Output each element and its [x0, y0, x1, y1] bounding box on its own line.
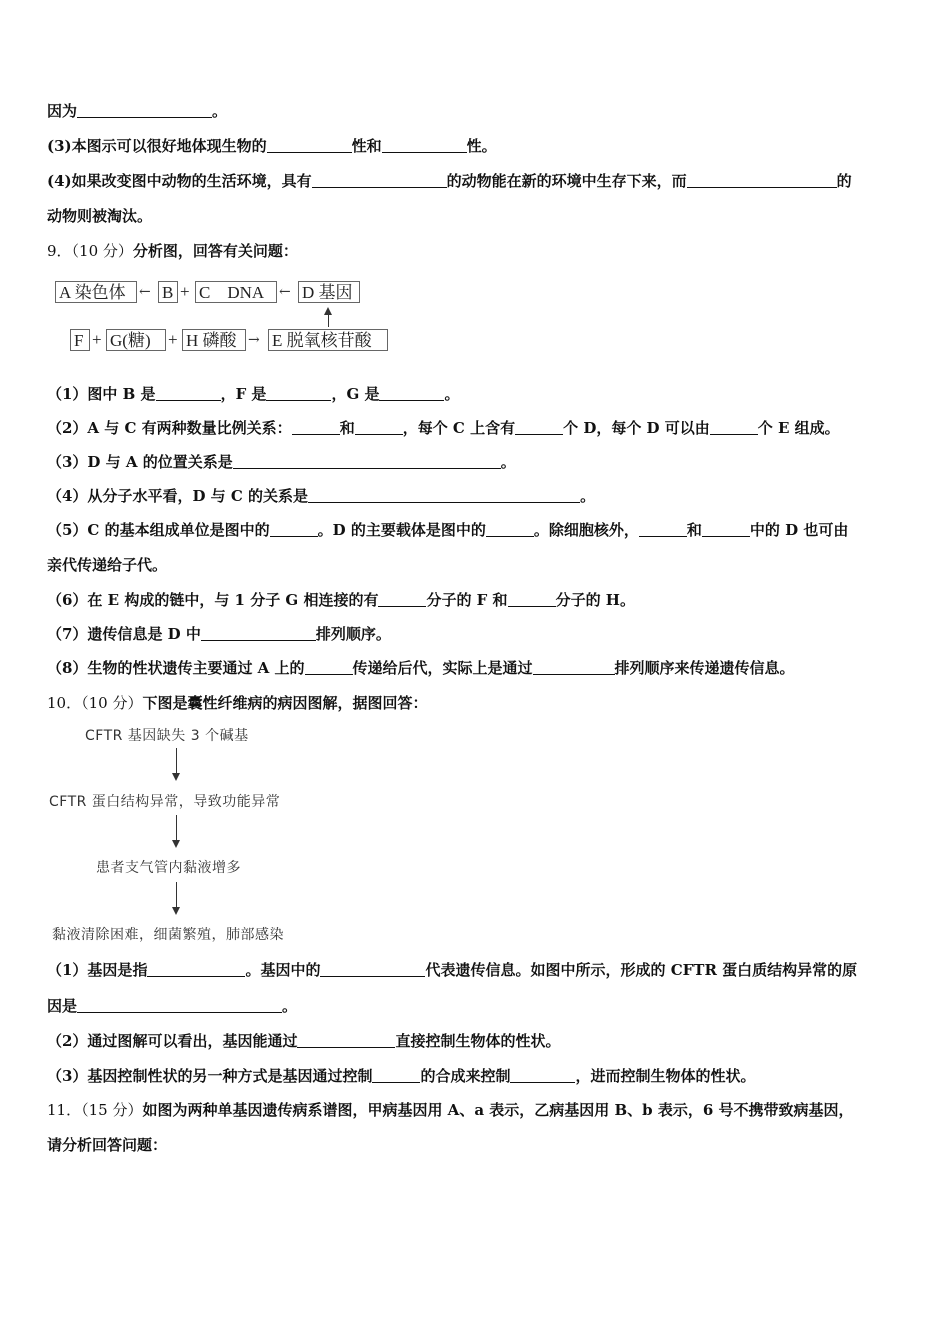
q9-sub8: [47, 657, 910, 679]
text: （1）基因是指: [47, 961, 148, 979]
text: 和: [339, 419, 355, 437]
text: 性。: [466, 137, 497, 155]
arrow-down-icon: [172, 907, 180, 915]
text: 。除细胞核外，: [533, 521, 639, 539]
answer-blank[interactable]: [320, 961, 425, 977]
text: 直接控制生物体的性状。: [395, 1032, 561, 1050]
answer-blank[interactable]: [147, 961, 245, 977]
text: 。D 的主要载体是图中的: [317, 521, 486, 539]
q8-line2: [47, 135, 910, 157]
text: 排列顺序。: [315, 625, 391, 643]
text: 。: [212, 102, 228, 120]
answer-blank[interactable]: [355, 419, 403, 435]
answer-blank[interactable]: [270, 521, 318, 537]
q11-stem: [47, 1099, 910, 1121]
text: （4）从分子水平看，D 与 C 的关系是: [47, 487, 309, 505]
q8-line4: [47, 205, 910, 227]
answer-blank[interactable]: [292, 419, 340, 435]
answer-blank[interactable]: [267, 137, 352, 153]
text: 的合成来控制: [420, 1067, 511, 1085]
question-number: 9．（10 分）: [47, 242, 133, 260]
answer-blank[interactable]: [382, 137, 467, 153]
text: 。: [580, 487, 596, 505]
box-c: C DNA: [195, 281, 277, 303]
box-g: G(糖): [106, 329, 166, 351]
box-e: E 脱氧核苷酸: [268, 329, 388, 351]
arrow-left-icon: ←: [139, 284, 151, 300]
text: 排列顺序来传递遗传信息。: [614, 659, 795, 677]
flow-step-2: CFTR 蛋白结构异常，导致功能异常: [49, 794, 281, 810]
question-stem: 下图是囊性纤维病的病因图解，据图回答：: [142, 694, 428, 712]
answer-blank[interactable]: [702, 521, 750, 537]
answer-blank[interactable]: [308, 487, 580, 503]
q9-sub4: [47, 485, 910, 507]
box-b: B: [158, 281, 178, 303]
text: 分子的 F 和: [426, 591, 508, 609]
text: 。: [500, 453, 516, 471]
text: 中的 D 也可由: [749, 521, 849, 539]
arrow-up-line: [328, 313, 329, 327]
text: （8）生物的性状遗传主要通过 A 上的: [47, 659, 305, 677]
answer-blank[interactable]: [305, 659, 353, 675]
q10-stem: [47, 692, 910, 714]
plus-sign: +: [92, 330, 102, 349]
arrow-down-icon: [172, 773, 180, 781]
answer-blank[interactable]: [687, 172, 837, 188]
q9-sub5b: [47, 554, 910, 576]
text: 。基因中的: [245, 961, 321, 979]
text: （3）基因控制性状的另一种方式是基因通过控制: [47, 1067, 373, 1085]
text: 的: [836, 172, 852, 190]
text: ，每个 C 上含有: [402, 419, 516, 437]
box-f: F: [70, 329, 90, 351]
text: 因为: [47, 102, 78, 120]
q9-sub2: [47, 417, 910, 439]
text: （2）通过图解可以看出，基因能通过: [47, 1032, 298, 1050]
q8-line3: [47, 170, 910, 192]
text: 传递给后代，实际上是通过: [352, 659, 533, 677]
text: （3）D 与 A 的位置关系是: [47, 453, 233, 471]
flow-step-1: CFTR 基因缺失 3 个碱基: [85, 728, 249, 744]
plus-sign: +: [180, 282, 190, 301]
q9-sub6: [47, 589, 910, 611]
text: 。: [282, 997, 298, 1015]
answer-blank[interactable]: [297, 1032, 395, 1048]
text: 亲代传递给子代。: [47, 556, 168, 574]
text: (4)如果改变图中动物的生活环境，具有: [47, 172, 312, 190]
arrow-left-icon: ←: [279, 284, 291, 300]
text: 个 E 组成。: [757, 419, 840, 437]
text: （6）在 E 构成的链中，与 1 分子 G 相连接的有: [47, 591, 379, 609]
text: 和: [686, 521, 702, 539]
answer-blank[interactable]: [508, 591, 556, 607]
flow-arrow-line: [176, 882, 177, 908]
q10-sub1: [47, 959, 910, 981]
arrow-right-icon: →: [248, 332, 260, 348]
answer-blank[interactable]: [266, 385, 331, 401]
text: 请分析回答问题：: [47, 1136, 168, 1154]
q11-stem2: [47, 1134, 910, 1156]
text: 动物则被淘汰。: [47, 207, 153, 225]
text: ，F 是: [220, 385, 267, 403]
box-d: D 基因: [298, 281, 360, 303]
text: （7）遗传信息是 D 中: [47, 625, 201, 643]
answer-blank[interactable]: [378, 591, 426, 607]
answer-blank[interactable]: [486, 521, 534, 537]
arrow-up-icon: [324, 307, 332, 315]
answer-blank[interactable]: [156, 385, 221, 401]
q9-sub7: [47, 623, 910, 645]
arrow-down-icon: [172, 840, 180, 848]
text: 分子的 H。: [555, 591, 635, 609]
answer-blank[interactable]: [77, 102, 212, 118]
answer-blank[interactable]: [533, 659, 615, 675]
text: （2）A 与 C 有两种数量比例关系：: [47, 419, 292, 437]
text: ，进而控制生物体的性状。: [575, 1067, 756, 1085]
q10-sub2: [47, 1030, 910, 1052]
q10-sub3: [47, 1065, 910, 1087]
text: 性和: [351, 137, 382, 155]
answer-blank[interactable]: [312, 172, 447, 188]
flow-step-4: 黏液清除困难，细菌繁殖，肺部感染: [52, 927, 284, 943]
q9-sub1: [47, 383, 910, 405]
q9-stem: [47, 240, 910, 262]
q9-sub5: [47, 519, 910, 541]
answer-blank[interactable]: [379, 385, 444, 401]
text: ，G 是: [331, 385, 380, 403]
answer-blank[interactable]: [201, 625, 316, 641]
answer-blank[interactable]: [372, 1067, 420, 1083]
text: （5）C 的基本组成单位是图中的: [47, 521, 270, 539]
answer-blank[interactable]: [77, 997, 282, 1013]
q9-sub3: [47, 451, 910, 473]
box-a: A 染色体: [55, 281, 137, 303]
q8-line1: [47, 100, 910, 122]
text: （1）图中 B 是: [47, 385, 156, 403]
answer-blank[interactable]: [510, 1067, 575, 1083]
answer-blank[interactable]: [515, 419, 563, 435]
box-h: H 磷酸: [182, 329, 246, 351]
text: (3)本图示可以很好地体现生物的: [47, 137, 267, 155]
text: 的动物能在新的环境中生存下来，而: [446, 172, 687, 190]
flow-arrow-line: [176, 815, 177, 841]
answer-blank[interactable]: [710, 419, 758, 435]
question-number: 11．（15 分）: [47, 1101, 143, 1119]
flow-step-3: 患者支气管内黏液增多: [96, 860, 241, 876]
text: 因是: [47, 997, 78, 1015]
flow-arrow-line: [176, 748, 177, 774]
answer-blank[interactable]: [639, 521, 687, 537]
text: 个 D，每个 D 可以由: [563, 419, 710, 437]
plus-sign: +: [168, 330, 178, 349]
text: 。: [444, 385, 460, 403]
answer-blank[interactable]: [233, 453, 501, 469]
question-number: 10．（10 分）: [47, 694, 143, 712]
q10-sub1b: [47, 995, 910, 1017]
question-stem: 如图为两种单基因遗传病系谱图，甲病基因用 A、a 表示，乙病基因用 B、b 表示，6 号不携带致病基因，: [142, 1101, 854, 1119]
text: 代表遗传信息。如图中所示，形成的 CFTR 蛋白质结构异常的原: [425, 961, 858, 979]
question-stem: 分析图，回答有关问题：: [132, 242, 298, 260]
